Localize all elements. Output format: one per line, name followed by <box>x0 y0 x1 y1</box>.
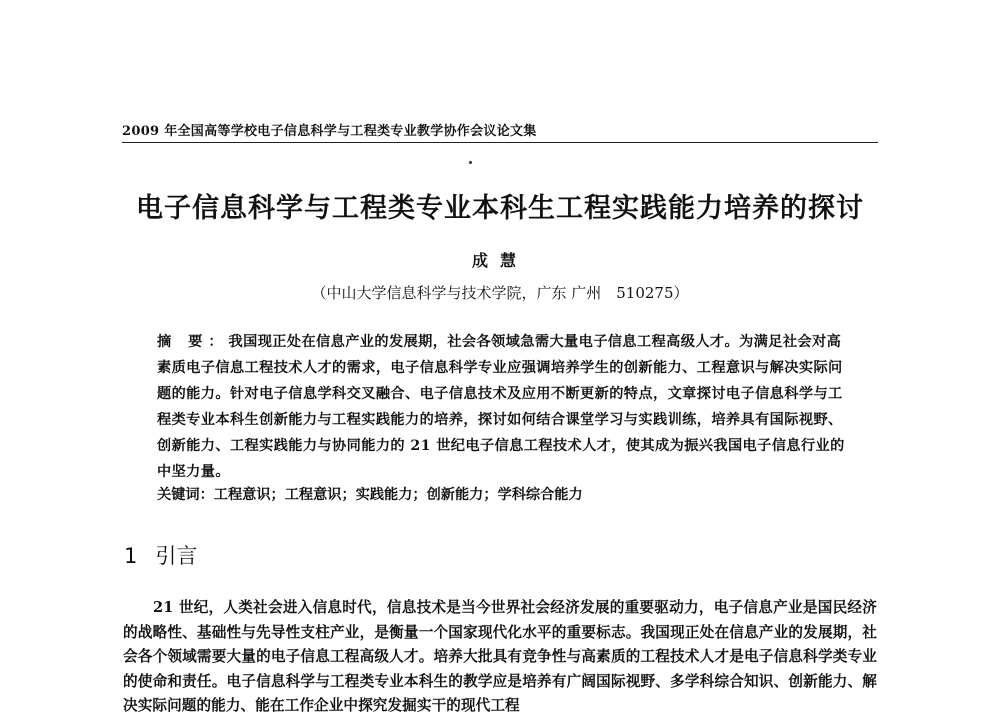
paper-title: 电子信息科学与工程类专业本科生工程实践能力培养的探讨 <box>136 193 864 224</box>
section-heading-introduction <box>124 540 197 570</box>
running-header: 2009 年全国高等学校电子信息科学与工程类专业教学协作会议论文集 <box>122 120 878 143</box>
author-affiliation: （中山大学信息科学与技术学院，广东 广州 510275） <box>311 284 689 302</box>
scan-speck <box>469 161 472 164</box>
section-number: 1 <box>124 544 138 568</box>
author-name: 成慧 <box>471 251 528 270</box>
keywords <box>157 482 847 508</box>
abstract-text: 我国现正处在信息产业的发展期，社会各领域急需大量电子信息工程高级人才。为满足社会对高素质电子信息工程技术人才的需求，电子信息科学专业应强调培养学生的创新能力、工程意识与解决实际问题的能力。针对电子信息学科交叉融合、电子信息技术及应用不断更新的特点，文章探讨电子信息科学与工程类专业本科生创新能力与工程实践能力的培养，探讨如何结合课堂学习与实践训练，培养具有国际视野、创新能力、工程实践能力与协同能力的 21 世纪电子信息工程技术人才，使其成为振兴我国电子信息行业的中坚力量。 <box>157 334 845 480</box>
keywords-text: 工程意识；工程意识；实践能力；创新能力；学科综合能力 <box>213 487 583 503</box>
abstract-label: 摘 要： <box>157 334 229 350</box>
section-title: 引言 <box>155 544 198 568</box>
keywords-label: 关键词： <box>157 487 214 503</box>
abstract <box>157 329 847 485</box>
introduction-paragraph: 21 世纪，人类社会进入信息时代，信息技术是当今世界社会经济发展的重要驱动力，电子信息产业是国民经济的战略性、基础性与先导性支柱产业，是衡量一个国家现代化水平的重要标志。我国现正处在信息产业的发展期，社会各个领域需要大量的电子信息工程高级人才。培养大批具有竞争性与高素质的工程技术人才是电子信息科学类专业的使命和责任。电子信息科学与工程类专业本科生的教学应是培养有广阔国际视野、多学科综合知识、创新能力、解决实际问题的能力、能在工作企业中探究发掘实干的现代工程 <box>123 599 877 715</box>
